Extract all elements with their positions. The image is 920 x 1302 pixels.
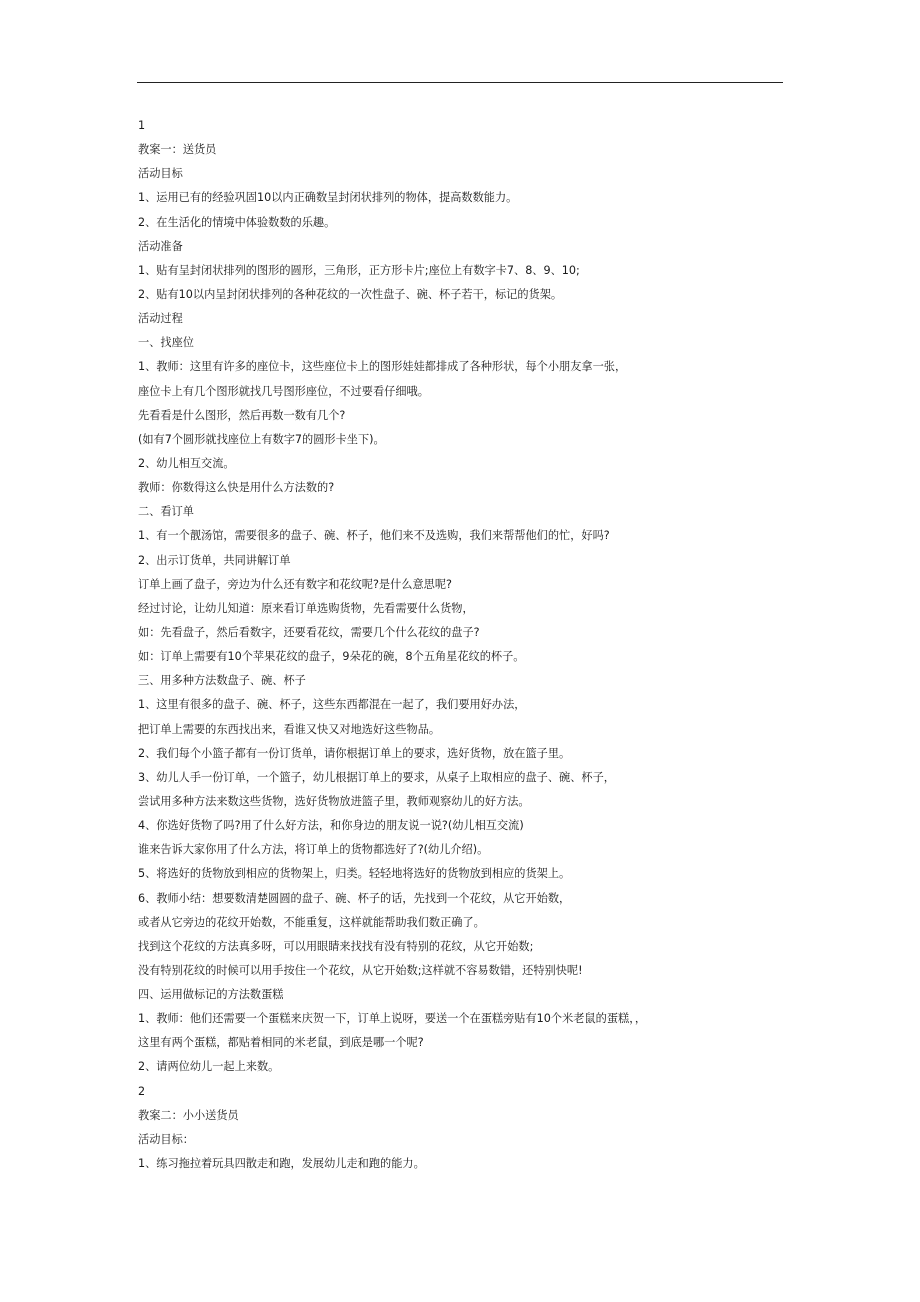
text-line: 教案二：小小送货员 [138, 1108, 239, 1122]
text-line: 2、幼儿相互交流。 [138, 456, 235, 470]
text-line: 或者从它旁边的花纹开始数，不能重复，这样就能帮助我们数正确了。 [138, 915, 485, 929]
text-line: 1、运用已有的经验巩固10以内正确数呈封闭状排列的物体，提高数数能力。 [138, 191, 518, 205]
text-line: 找到这个花纹的方法真多呀，可以用眼睛来找找有没有特别的花纹，从它开始数; [138, 939, 534, 953]
text-line: 2、出示订货单，共同讲解订单 [138, 553, 291, 567]
text-line: 先看看是什么图形，然后再数一数有几个? [138, 408, 346, 422]
text-line: 教师：你数得这么快是用什么方法数的? [138, 481, 335, 495]
text-line: 三、用多种方法数盘子、碗、杯子 [138, 674, 306, 688]
text-line: 活动准备 [138, 239, 183, 253]
text-line: 活动目标 [138, 167, 183, 181]
text-line: 经过讨论，让幼儿知道：原来看订单选购货物，先看需要什么货物， [138, 601, 474, 615]
text-line: 1、这里有很多的盘子、碗、杯子，这些东西都混在一起了，我们要用好办法， [138, 698, 526, 712]
text-line: 尝试用多种方法来数这些货物，选好货物放进篮子里，教师观察幼儿的好方法。 [138, 794, 530, 808]
text-line: 谁来告诉大家你用了什么方法，将订单上的货物都选好了?(幼儿介绍)。 [138, 843, 489, 857]
text-line: 1、贴有呈封闭状排列的图形的圆形，三角形，正方形卡片;座位上有数字卡7、8、9、10; [138, 263, 580, 277]
text-line: 二、看订单 [138, 505, 194, 519]
text-line: 4、你选好货物了吗?用了什么好方法，和你身边的朋友说一说?(幼儿相互交流) [138, 819, 524, 833]
text-line: 2、在生活化的情境中体验数数的乐趣。 [138, 215, 336, 229]
text-line: 2、贴有10以内呈封闭状排列的各种花纹的一次性盘子、碗、杯子若干，标记的货架。 [138, 287, 563, 301]
text-line: 如：订单上需要有10个苹果花纹的盘子，9朵花的碗，8个五角星花纹的杯子。 [138, 650, 525, 664]
text-line: 如：先看盘子，然后看数字，还要看花纹，需要几个什么花纹的盘子? [138, 625, 480, 639]
text-line: 一、找座位 [138, 336, 194, 350]
text-line: 1、有一个靓汤馆，需要很多的盘子、碗、杯子，他们来不及选购，我们来帮帮他们的忙，好吗? [138, 529, 610, 543]
text-line: 四、运用做标记的方法数蛋糕 [138, 988, 284, 1002]
text-line: 1 [138, 119, 146, 132]
text-line: 没有特别花纹的时候可以用手按住一个花纹，从它开始数;这样就不容易数错，还特别快呢! [138, 963, 583, 977]
text-line: (如有7个圆形就找座位上有数字7的圆形卡坐下)。 [138, 432, 385, 446]
header-rule [137, 82, 783, 83]
text-line: 活动目标： [138, 1132, 194, 1146]
text-line: 2、我们每个小篮子都有一份订货单，请你根据订单上的要求，选好货物，放在篮子里。 [138, 746, 571, 760]
text-line: 5、将选好的货物放到相应的货物架上，归类。轻轻地将选好的货物放到相应的货架上。 [138, 867, 571, 881]
text-line: 把订单上需要的东西找出来，看谁又快又对地选好这些物品。 [138, 722, 441, 736]
text-line: 3、幼儿人手一份订单，一个篮子，幼儿根据订单上的要求，从桌子上取相应的盘子、碗、杯子， [138, 770, 615, 784]
text-line: 这里有两个蛋糕，都贴着相同的米老鼠，到底是哪一个呢? [138, 1036, 424, 1050]
text-line: 订单上画了盘子，旁边为什么还有数字和花纹呢?是什么意思呢? [138, 577, 452, 591]
text-line: 6、教师小结：想要数清楚圆圆的盘子、碗、杯子的话，先找到一个花纹，从它开始数， [138, 891, 571, 905]
text-line: 2 [138, 1084, 146, 1098]
text-line: 1、教师：他们还需要一个蛋糕来庆贺一下，订单上说呀，要送一个在蛋糕旁贴有10个米老鼠的蛋糕，， [138, 1012, 647, 1026]
document-body [138, 114, 788, 1176]
text-line: 教案一：送货员 [138, 143, 217, 157]
text-line: 2、请两位幼儿一起上来数。 [138, 1060, 280, 1074]
text-line: 1、教师：这里有许多的座位卡，这些座位卡上的图形娃娃都排成了各种形状，每个小朋友拿一张， [138, 360, 627, 374]
text-line: 1、练习拖拉着玩具四散走和跑，发展幼儿走和跑的能力。 [138, 1157, 425, 1171]
text-line: 活动过程 [138, 312, 183, 326]
text-line: 座位卡上有几个图形就找几号图形座位，不过要看仔细哦。 [138, 384, 429, 398]
